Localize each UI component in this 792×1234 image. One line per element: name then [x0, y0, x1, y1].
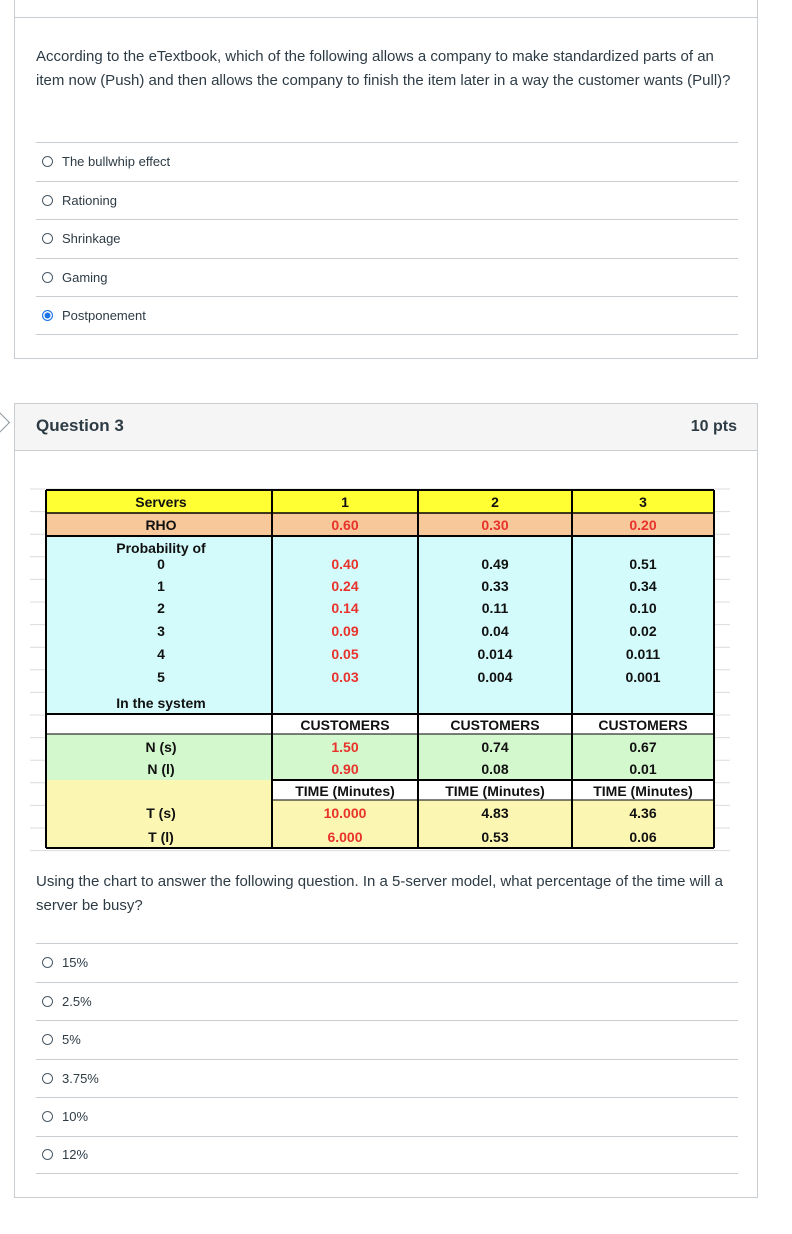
ts-value: 4.36 — [629, 805, 657, 821]
probability-row-label: 3 — [157, 623, 165, 639]
answer-label: 5% — [62, 1032, 81, 1048]
probability-value: 0.05 — [331, 646, 359, 662]
answer-label: Gaming — [62, 269, 108, 285]
question-3-answer-option[interactable] — [36, 1136, 738, 1175]
rho-value: 0.60 — [331, 517, 359, 533]
time-label-top-bg — [46, 780, 272, 800]
time-header: TIME (Minutes) — [593, 783, 693, 799]
probability-value: 0.51 — [629, 556, 657, 572]
queueing-table — [30, 486, 730, 852]
probability-value: 0.34 — [629, 578, 657, 594]
question-2-answer-option[interactable] — [36, 258, 738, 297]
question-3-answer-option[interactable] — [36, 943, 738, 982]
radio-unchecked-icon[interactable] — [42, 1111, 53, 1122]
radio-unchecked-icon[interactable] — [42, 156, 53, 167]
tl-value: 0.53 — [481, 829, 509, 845]
radio-unchecked-icon[interactable] — [42, 957, 53, 968]
probability-value: 0.49 — [481, 556, 509, 572]
ts-value: 4.83 — [481, 805, 509, 821]
ts-label: T (s) — [146, 805, 176, 821]
probability-row-label: 4 — [157, 646, 165, 662]
radio-unchecked-icon[interactable] — [42, 1034, 53, 1045]
tl-value: 6.000 — [327, 829, 363, 845]
question-2-answers — [36, 142, 738, 335]
probability-row-label: 5 — [157, 669, 165, 685]
rho-label: RHO — [145, 517, 177, 533]
nl-value: 0.90 — [331, 761, 359, 777]
ts-value: 10.000 — [323, 805, 367, 821]
ns-label: N (s) — [145, 739, 177, 755]
time-header: TIME (Minutes) — [295, 783, 395, 799]
question-3-answer-option[interactable] — [36, 1097, 738, 1136]
answer-label: 10% — [62, 1109, 89, 1125]
answer-label: Shrinkage — [62, 231, 121, 247]
question-2-answer-option[interactable] — [36, 296, 738, 335]
probability-value: 0.33 — [481, 578, 509, 594]
probability-value: 0.11 — [481, 600, 509, 616]
probability-row-label: 1 — [157, 578, 165, 594]
probability-value: 0.001 — [625, 669, 661, 685]
rho-value: 0.30 — [481, 517, 509, 533]
question-2-text: According to the eTextbook, which of the following allows a company to make standardized parts of an item now (Push) and then allows the company to finish the item later in a way the customer wants (Pull)? — [36, 48, 731, 89]
probability-value: 0.004 — [477, 669, 513, 685]
nl-value: 0.08 — [481, 761, 509, 777]
probability-value: 0.40 — [331, 556, 359, 572]
probability-value: 0.014 — [477, 646, 513, 662]
question-2-answer-option[interactable] — [36, 142, 738, 181]
tl-label: T (l) — [148, 829, 174, 845]
answer-label: Postponement — [62, 307, 146, 323]
question-3-answer-option[interactable] — [36, 1059, 738, 1098]
probability-value: 0.10 — [629, 600, 657, 616]
question-2-card — [14, 0, 758, 359]
answer-label: 12% — [62, 1147, 89, 1163]
nl-value: 0.01 — [629, 761, 657, 777]
question-points: 10 pts — [690, 418, 737, 435]
probability-value: 0.24 — [331, 578, 359, 594]
servers-value: 1 — [341, 494, 349, 510]
servers-value: 2 — [491, 494, 499, 510]
probability-value: 0.03 — [331, 669, 359, 685]
question-title: Question 3 — [36, 416, 124, 435]
question-2-answer-option[interactable] — [36, 181, 738, 220]
customers-header: CUSTOMERS — [300, 717, 390, 733]
radio-unchecked-icon[interactable] — [42, 1149, 53, 1160]
customers-header: CUSTOMERS — [450, 717, 540, 733]
rho-value: 0.20 — [629, 517, 657, 533]
probability-block-bg — [46, 536, 714, 714]
answer-label: 3.75% — [62, 1070, 99, 1086]
queueing-table-graphic — [30, 486, 730, 852]
question-3-header — [15, 404, 757, 451]
question-3-answers — [36, 943, 738, 1174]
answer-label: 2.5% — [62, 993, 92, 1009]
radio-unchecked-icon[interactable] — [42, 996, 53, 1007]
ns-value: 1.50 — [331, 739, 359, 755]
radio-unchecked-icon[interactable] — [42, 195, 53, 206]
answer-label: Rationing — [62, 192, 117, 208]
ns-value: 0.74 — [481, 739, 509, 755]
question-3-answer-option[interactable] — [36, 1020, 738, 1059]
in-system-label: In the system — [116, 695, 206, 711]
answer-label: The bullwhip effect — [62, 154, 171, 170]
probability-value: 0.02 — [629, 623, 657, 639]
servers-label: Servers — [135, 494, 187, 510]
question-3-answer-option[interactable] — [36, 982, 738, 1021]
question-2-answer-option[interactable] — [36, 219, 738, 258]
servers-value: 3 — [639, 494, 647, 510]
question-3-text: Using the chart to answer the following question. In a 5-server model, what percentage of the time will a server be busy? — [36, 873, 724, 914]
radio-unchecked-icon[interactable] — [42, 233, 53, 244]
tl-value: 0.06 — [629, 829, 657, 845]
radio-checked-icon[interactable] — [42, 310, 53, 321]
time-header: TIME (Minutes) — [445, 783, 545, 799]
probability-value: 0.14 — [331, 600, 359, 616]
answer-label: 15% — [62, 955, 89, 971]
radio-unchecked-icon[interactable] — [42, 1073, 53, 1084]
chevron-right-icon — [0, 412, 10, 433]
customers-header: CUSTOMERS — [598, 717, 688, 733]
nl-label: N (l) — [147, 761, 175, 777]
probability-value: 0.04 — [481, 623, 509, 639]
probability-row-label: 0 — [157, 556, 165, 572]
ns-value: 0.67 — [629, 739, 657, 755]
radio-unchecked-icon[interactable] — [42, 272, 53, 283]
question-2-header — [15, 0, 757, 18]
probability-value: 0.011 — [625, 646, 661, 662]
probability-label: Probability of — [116, 540, 206, 556]
probability-row-label: 2 — [157, 600, 165, 616]
probability-value: 0.09 — [331, 623, 359, 639]
